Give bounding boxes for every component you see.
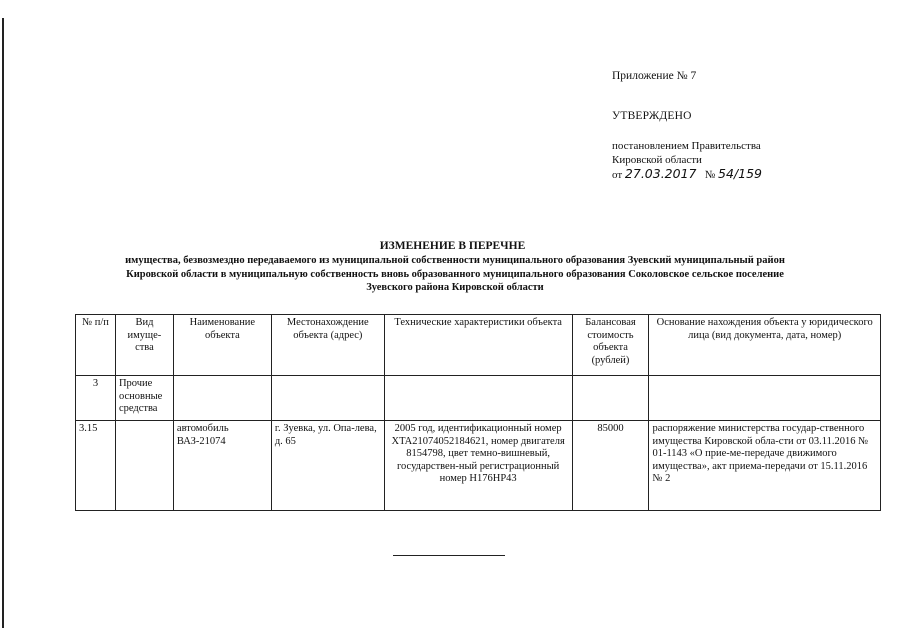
table-cell — [384, 376, 572, 421]
table-cell — [649, 376, 881, 421]
scan-edge-line — [2, 18, 4, 628]
table-cell — [271, 376, 384, 421]
approval-block — [612, 139, 762, 182]
column-header: Вид имуще-ства — [115, 315, 173, 376]
table-cell: 2005 год, идентификационный номер XTA21074052184621, номер двигателя 8154798, цвет темно-вишневый, государствен-ный регистрационный номер Н176НР43 — [384, 421, 572, 511]
table-cell: 3 — [76, 376, 116, 421]
table-cell — [115, 421, 173, 511]
table-cell: 85000 — [572, 421, 649, 511]
column-header: Основание нахождения объекта у юридического лица (вид документа, дата, номер) — [649, 315, 881, 376]
table-cell: автомобиль ВАЗ-21074 — [173, 421, 271, 511]
approval-line-2: Кировской области — [612, 154, 702, 166]
table-cell: 3.15 — [76, 421, 116, 511]
approval-date-line — [612, 167, 762, 182]
table-row — [76, 376, 881, 421]
table-cell: Прочие основные средства — [115, 376, 173, 421]
column-header: Местонахождение объекта (адрес) — [271, 315, 384, 376]
approved-label: УТВЕРЖДЕНО — [612, 110, 692, 122]
approval-line-1: постановлением Правительства — [612, 140, 761, 152]
appendix-label: Приложение № 7 — [612, 70, 697, 82]
document-subtitle: имущества, безвозмездно передаваемого из муниципальной собственности муниципального образования Зуевский муниципальный район Кировской области в муниципальную собственность вновь образованного муниципального образования Соколовское сельское поселение Зуевского района Кировской области — [125, 255, 785, 293]
column-header: Наименование объекта — [173, 315, 271, 376]
column-header: № п/п — [76, 315, 116, 376]
table-header-row — [76, 315, 881, 376]
table-row — [76, 421, 881, 511]
table-cell: распоряжение министерства государ-ственного имущества Кировской обла-сти от 03.11.2016 № 01-1143 «О прие-ме-передаче движимого имущества», акт приема-передачи от 15.11.2016 № 2 — [649, 421, 881, 511]
footer-divider — [393, 555, 505, 556]
table-cell — [572, 376, 649, 421]
document-title: ИЗМЕНЕНИЕ В ПЕРЕЧНЕ — [379, 240, 526, 252]
table-cell — [173, 376, 271, 421]
handwritten-date: 27.03.2017 — [624, 166, 697, 181]
column-header: Технические характеристики объекта — [384, 315, 572, 376]
number-prefix: № — [704, 169, 716, 181]
table-cell: г. Зуевка, ул. Опа-лева, д. 65 — [271, 421, 384, 511]
date-prefix: от — [612, 169, 623, 181]
handwritten-number: 54/159 — [718, 166, 762, 181]
property-table — [75, 314, 881, 511]
column-header: Балансовая стоимость объекта (рублей) — [572, 315, 649, 376]
